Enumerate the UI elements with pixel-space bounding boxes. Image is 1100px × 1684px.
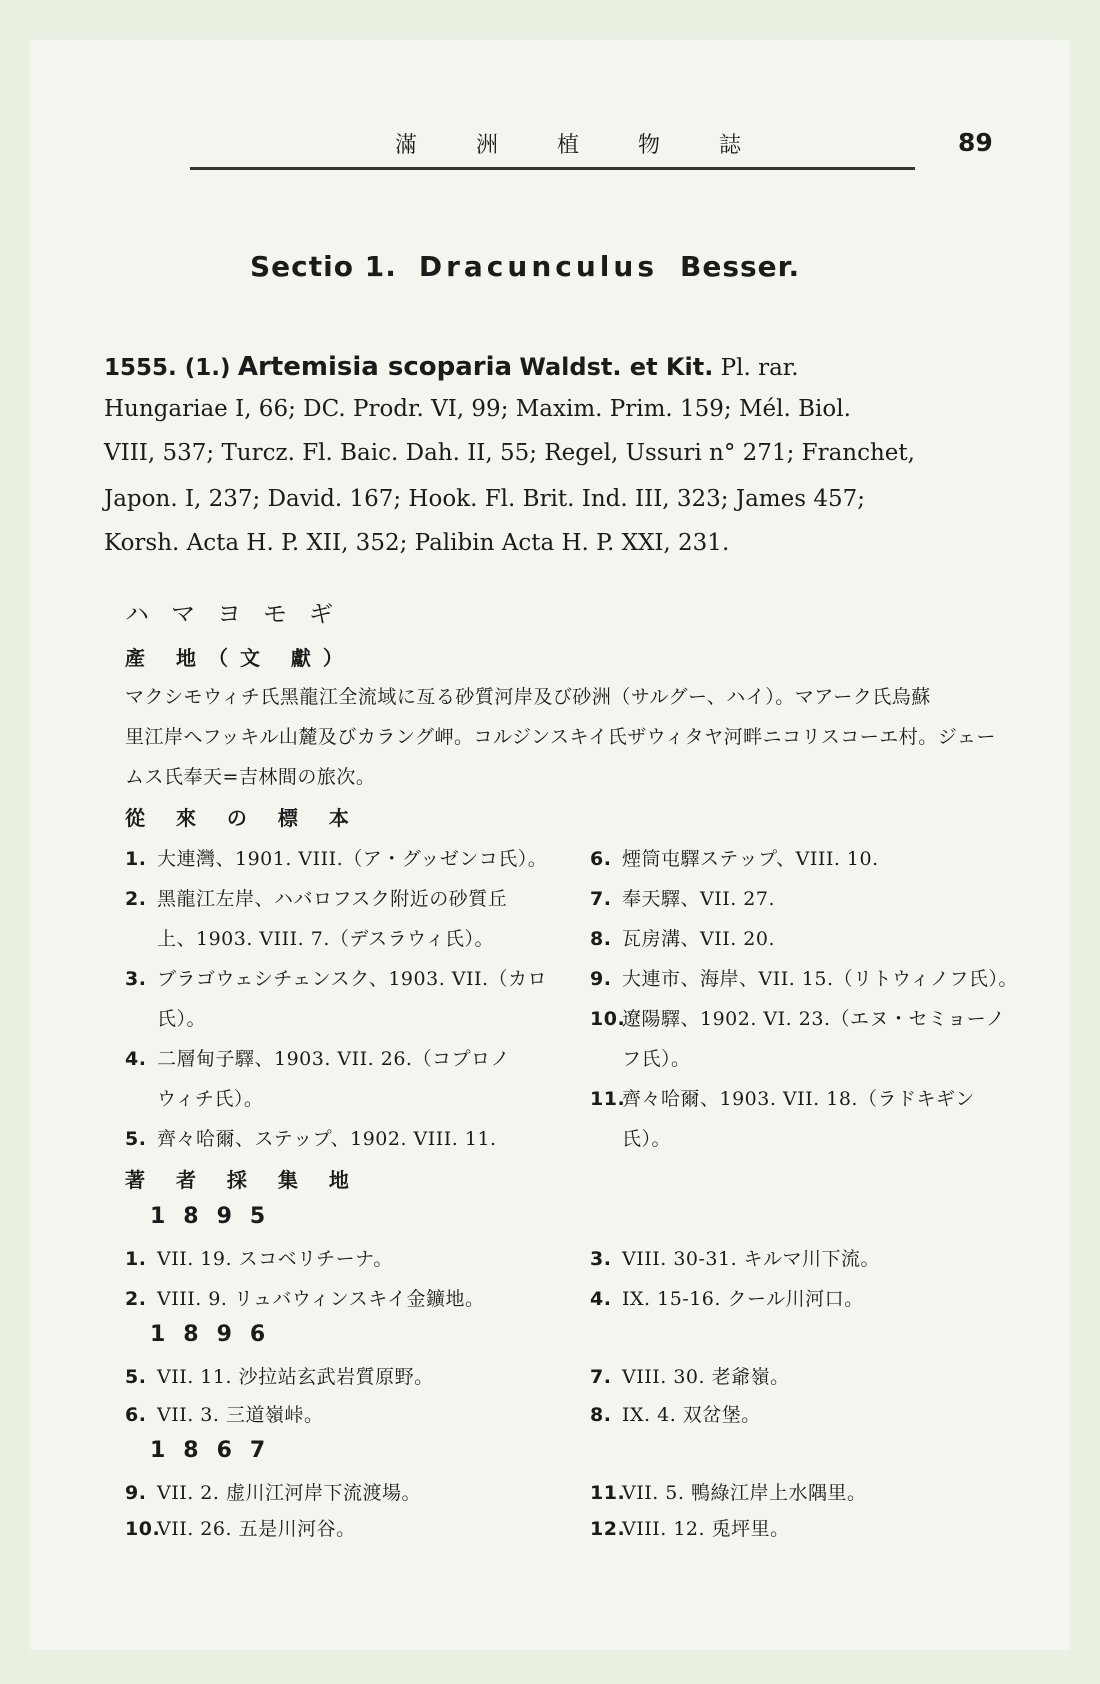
year-label: 1867 xyxy=(150,1438,284,1463)
species-author: Waldst. et Kit. xyxy=(519,353,714,381)
year-label: 1895 xyxy=(150,1204,284,1229)
japanese-name: ハマヨモギ xyxy=(125,600,355,628)
specimen-item: 8. 瓦房溝、VII. 20. xyxy=(590,928,776,950)
specimen-item-cont: 上、1903. VIII. 7.（デスラウィ氏）。 xyxy=(157,928,494,950)
site-item: 11.VII. 5. 鴨綠江岸上水隅里。 xyxy=(590,1482,867,1504)
species-line-4: Japon. I, 237; David. 167; Hook. Fl. Brit. Ind. III, 323; James 457; xyxy=(104,486,865,512)
specimen-item: 6. 煙筒屯驛ステップ、VIII. 10. xyxy=(590,848,879,870)
year-label: 1896 xyxy=(150,1322,284,1347)
localities-line-2: 里江岸へフッキル山麓及びカラング岬。コルジンスキイ氏ザウィタヤ河畔ニコリスコーエ村。ジェー xyxy=(125,726,996,748)
site-item: 6. VII. 3. 三道嶺峠。 xyxy=(125,1404,324,1426)
specimens-heading: 從 來 の 標 本 xyxy=(125,806,361,830)
specimen-item: 2. 黑龍江左岸、ハバロフスク附近の砂質丘 xyxy=(125,888,508,910)
site-item: 4. IX. 15-16. クール川河口。 xyxy=(590,1288,864,1310)
section-author: Besser. xyxy=(679,250,801,283)
species-name: Artemisia scoparia xyxy=(237,352,513,382)
section-title xyxy=(250,250,800,283)
species-line-5: Korsh. Acta H. P. XII, 352; Palibin Acta H. P. XXI, 231. xyxy=(104,530,730,556)
section-name: Dracunculus xyxy=(418,250,658,283)
specimen-item: 4. 二層甸子驛、1903. VII. 26.（コプロノ xyxy=(125,1048,510,1070)
species-line-3: VIII, 537; Turcz. Fl. Baic. Dah. II, 55; Regel, Ussuri n° 271; Franchet, xyxy=(104,440,915,466)
header-rule xyxy=(190,167,915,170)
site-item: 1. VII. 19. スコベリチーナ。 xyxy=(125,1248,393,1270)
specimen-item: 9. 大連市、海岸、VII. 15.（リトウィノフ氏）。 xyxy=(590,968,1018,990)
specimen-item-cont: ウィチ氏）。 xyxy=(157,1088,264,1110)
site-item: 5. VII. 11. 沙拉站玄武岩質原野。 xyxy=(125,1366,434,1388)
running-header: 滿 洲 植 物 誌 xyxy=(395,133,767,158)
specimen-item-cont: 氏）。 xyxy=(622,1128,672,1150)
specimen-item-cont: 氏）。 xyxy=(157,1008,207,1030)
specimen-item-cont: フ氏）。 xyxy=(622,1048,691,1070)
localities-heading: 產 地（文 獻） xyxy=(125,646,355,670)
species-line-1 xyxy=(104,346,799,389)
specimen-item: 11.齊々哈爾、1903. VII. 18.（ラドキギン xyxy=(590,1088,975,1110)
author-sites-heading: 著 者 採 集 地 xyxy=(125,1168,361,1192)
species-number: 1555. (1.) xyxy=(104,355,231,381)
site-item: 10.VII. 26. 五是川河谷。 xyxy=(125,1518,356,1540)
site-item: 9. VII. 2. 虚川江河岸下流渡場。 xyxy=(125,1482,421,1504)
specimen-item: 7. 奉天驛、VII. 27. xyxy=(590,888,776,910)
site-item: 8. IX. 4. 双岔堡。 xyxy=(590,1404,761,1426)
site-item: 7. VIII. 30. 老爺嶺。 xyxy=(590,1366,790,1388)
site-item: 3. VIII. 30-31. キルマ川下流。 xyxy=(590,1248,880,1270)
localities-line-1: マクシモウィチ氏黑龍江全流域に亙る砂質河岸及び砂洲（サルグー、ハイ）。マアーク氏烏蘇 xyxy=(125,686,931,708)
species-ref: Pl. rar. xyxy=(720,355,799,381)
section-prefix: Sectio 1. xyxy=(250,250,397,283)
localities-line-3: ムス氏奉天=吉林間の旅次。 xyxy=(125,766,376,788)
species-line-2: Hungariae I, 66; DC. Prodr. VI, 99; Maxim. Prim. 159; Mél. Biol. xyxy=(104,396,851,422)
site-item: 12.VIII. 12. 兎坪里。 xyxy=(590,1518,790,1540)
specimen-item: 3. ブラゴウェシチェンスク、1903. VII.（カロ xyxy=(125,968,548,990)
specimen-item: 5. 齊々哈爾、ステップ、1902. VIII. 11. xyxy=(125,1128,497,1150)
specimen-item: 10.遼陽驛、1902. VI. 23.（エヌ・セミョーノ xyxy=(590,1008,1006,1030)
page-number: 89 xyxy=(958,128,993,157)
site-item: 2. VIII. 9. リュバウィンスキイ金鑛地。 xyxy=(125,1288,485,1310)
specimen-item: 1. 大連灣、1901. VIII.（ア・グッゼンコ氏）。 xyxy=(125,848,548,870)
